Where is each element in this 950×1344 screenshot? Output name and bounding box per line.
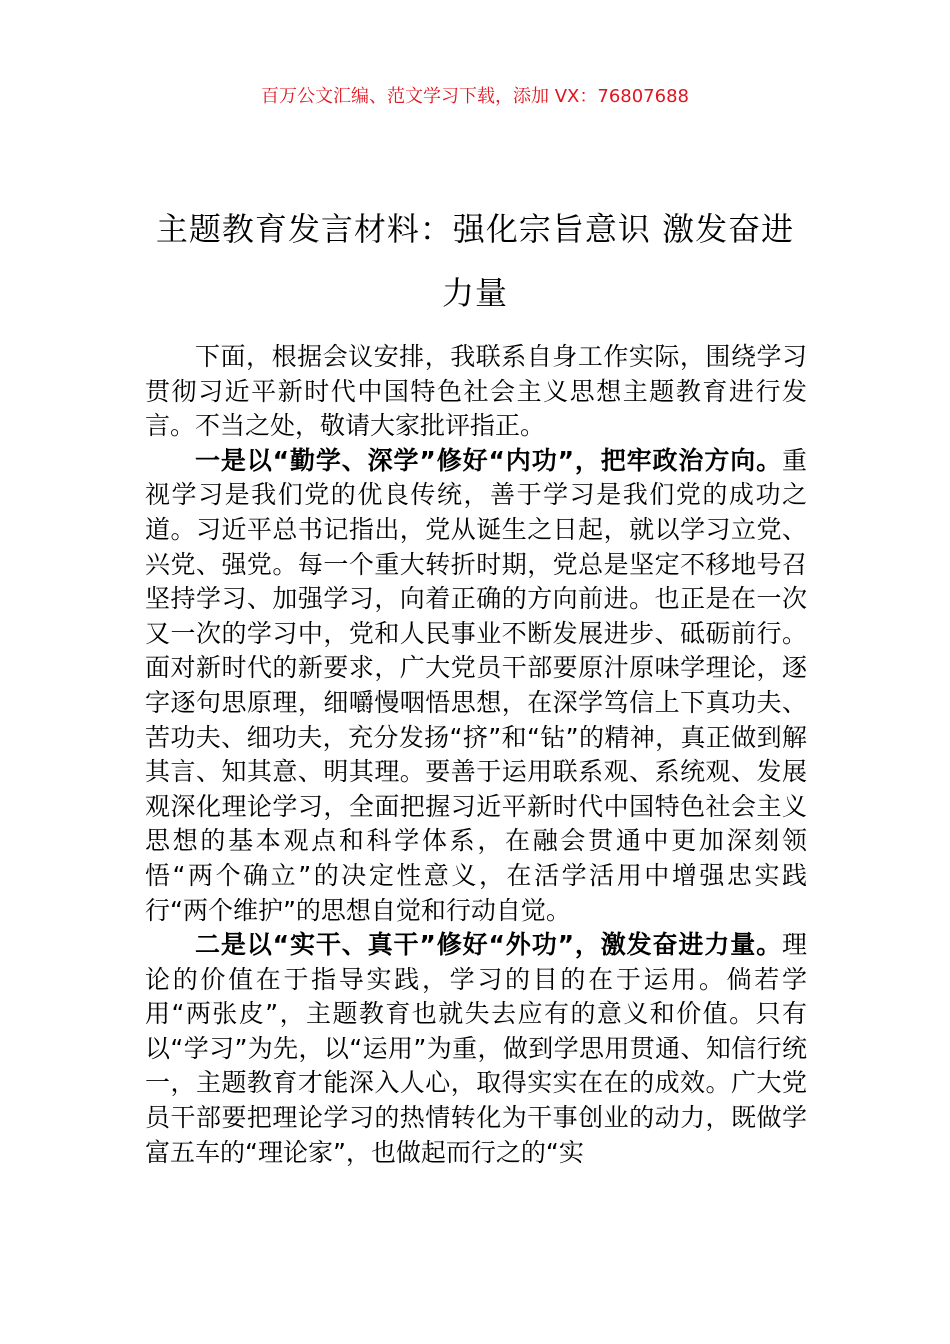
- paragraph-lead: 一是以“勤学、深学”修好“内功”，把牢政治方向。: [195, 445, 782, 475]
- paragraph-point-one: [145, 444, 807, 928]
- header-watermark-note: 百万公文汇编、范文学习下载，添加 VX：76807688: [261, 86, 689, 107]
- paragraph-text: 重视学习是我们党的优良传统，善于学习是我们党的成功之道。习近平总书记指出，党从诞生之日起，就以学习立党、兴党、强党。每一个重大转折时期，党总是坚定不移地号召坚持学习、加强学习，向着正确的方向前进。也正是在一次又一次的学习中，党和人民事业不断发展进步、砥砺前行。面对新时代的新要求，广大党员干部要原汁原味学理论，逐字逐句思原理，细嚼慢咽悟思想，在深学笃信上下真功夫、苦功夫、细功夫，充分发扬“挤”和“钻”的精神，真正做到解其言、知其意、明其理。要善于运用联系观、系统观、发展观深化理论学习，全面把握习近平新时代中国特色社会主义思想的基本观点和科学体系，在融会贯通中更加深刻领悟“两个确立”的决定性意义，在活学活用中增强忠实践行“两个维护”的思想自觉和行动自觉。: [145, 445, 807, 925]
- paragraph-text: 理论的价值在于指导实践，学习的目的在于运用。倘若学用“两张皮”，主题教育也就失去应有的意义和价值。只有以“学习”为先，以“运用”为重，做到学思用贯通、知信行统一，主题教育才能深入人心，取得实实在在的成效。广大党员干部要把理论学习的热情转化为干事创业的动力，既做学富五车的“理论家”，也做起而行之的“实: [145, 930, 807, 1167]
- paragraph-text: 下面，根据会议安排，我联系自身工作实际，围绕学习贯彻习近平新时代中国特色社会主义思想主题教育进行发言。不当之处，敬请大家批评指正。: [145, 342, 807, 441]
- document-title: 主题教育发言材料：强化宗旨意识 激发奋进力量: [155, 210, 795, 313]
- paragraph-lead: 二是以“实干、真干”修好“外功”，激发奋进力量。: [195, 930, 782, 960]
- paragraph-point-two: [145, 928, 807, 1170]
- document-body: [145, 340, 807, 1170]
- paragraph-intro: [145, 340, 807, 444]
